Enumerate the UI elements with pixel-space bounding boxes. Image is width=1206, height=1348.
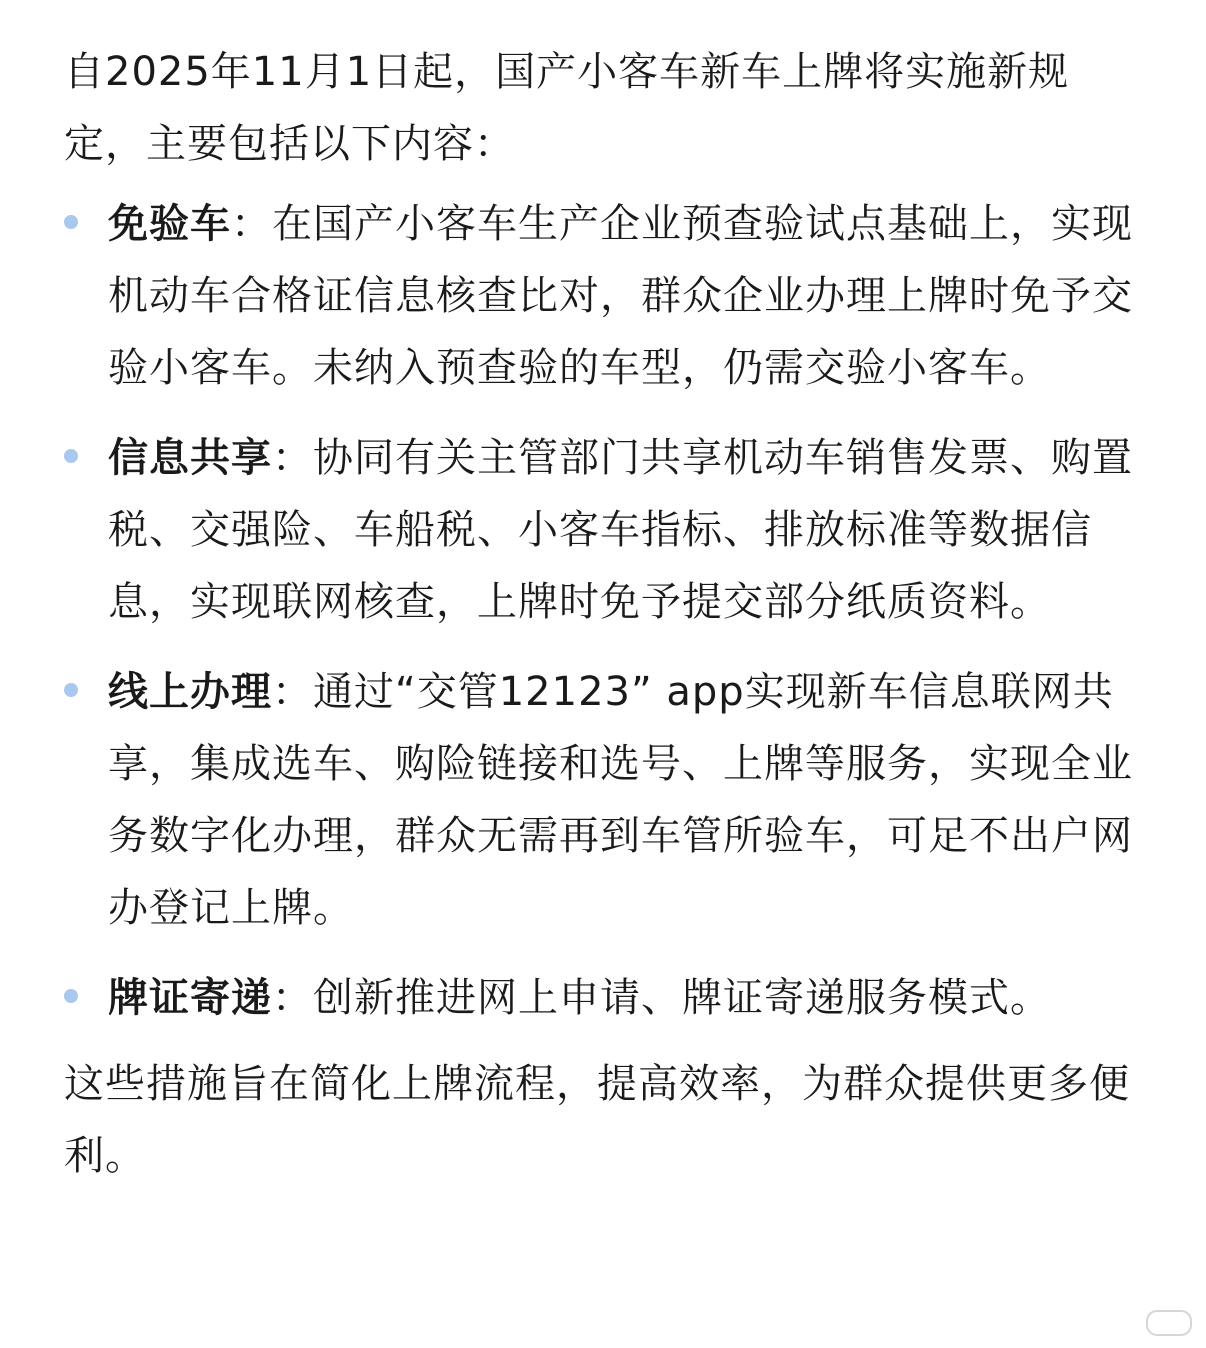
item-term: 信息共享 xyxy=(108,435,272,481)
rules-list xyxy=(64,188,1144,1034)
list-item-exempt-inspection xyxy=(64,188,1144,404)
item-text: 创新推进网上申请、牌证寄递服务模式。 xyxy=(313,975,1051,1021)
item-text: 在国产小客车生产企业预查验试点基础上，实现机动车合格证信息核查比对，群众企业办理上牌时免予交验小客车。未纳入预查验的车型，仍需交验小客车。 xyxy=(108,201,1133,391)
bullet-icon xyxy=(64,989,78,1003)
document-body xyxy=(64,36,1144,1192)
watermark-logo-icon xyxy=(1146,1310,1192,1336)
item-text: 通过“交管12123” app实现新车信息联网共享，集成选车、购险链接和选号、上牌等服务，实现全业务数字化办理，群众无需再到车管所验车，可足不出户网办登记上牌。 xyxy=(108,669,1133,931)
item-separator: ： xyxy=(272,435,313,481)
bullet-icon xyxy=(64,449,78,463)
item-term: 线上办理 xyxy=(108,669,272,715)
item-separator: ： xyxy=(231,201,272,247)
list-item-info-sharing xyxy=(64,422,1144,638)
list-item-plate-mailing xyxy=(64,962,1144,1034)
item-text: 协同有关主管部门共享机动车销售发票、购置税、交强险、车船税、小客车指标、排放标准等数据信息，实现联网核查，上牌时免予提交部分纸质资料。 xyxy=(108,435,1133,625)
watermark xyxy=(1146,1310,1192,1336)
item-term: 免验车 xyxy=(108,201,231,247)
item-separator: ： xyxy=(272,669,313,715)
item-term: 牌证寄递 xyxy=(108,975,272,1021)
item-separator: ： xyxy=(272,975,313,1021)
bullet-icon xyxy=(64,215,78,229)
closing-paragraph: 这些措施旨在简化上牌流程，提高效率，为群众提供更多便利。 xyxy=(64,1061,1130,1179)
bullet-icon xyxy=(64,683,78,697)
intro-paragraph: 自2025年11月1日起，国产小客车新车上牌将实施新规定，主要包括以下内容： xyxy=(64,49,1070,167)
list-item-online-processing xyxy=(64,656,1144,944)
